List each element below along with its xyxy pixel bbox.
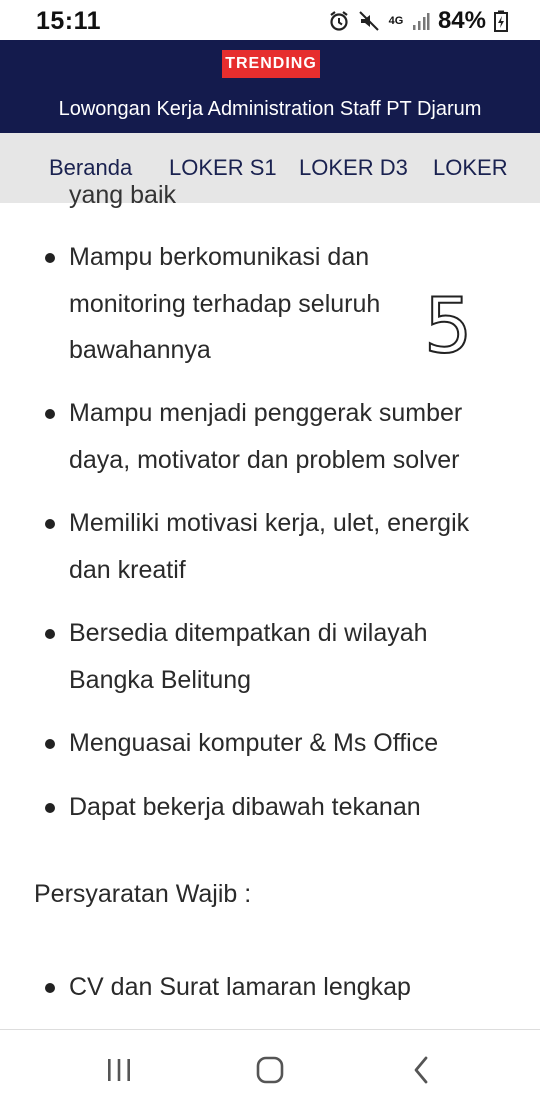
list-item-text: Bersedia ditempatkan di wilayah Bangka Belitung [69, 619, 428, 694]
back-icon[interactable] [401, 1050, 441, 1090]
article-content [0, 181, 540, 1029]
list-item-text: CV dan Surat lamaran lengkap [69, 973, 411, 1001]
nav-item-loker[interactable]: LOKER [433, 155, 508, 180]
nav-item-loker-d3[interactable]: LOKER D3 [299, 155, 408, 180]
bullet-icon [45, 739, 55, 749]
system-navigation-bar [0, 1029, 540, 1111]
battery-charging-icon [494, 10, 508, 32]
clipped-bullet-text: yang baik [69, 181, 177, 209]
list-item-text: Mampu berkomunikasi dan monitoring terhadap seluruh bawahannya [69, 243, 381, 364]
trending-badge: TRENDING [222, 50, 320, 78]
recent-apps-icon[interactable] [99, 1050, 139, 1090]
home-icon[interactable] [250, 1050, 290, 1090]
trending-article-link[interactable]: Lowongan Kerja Administration Staff PT Djarum [58, 98, 482, 120]
nav-item-loker-s1[interactable]: LOKER S1 [169, 155, 277, 180]
list-item-text: Mampu menjadi penggerak sumber daya, motivator dan problem solver [69, 399, 463, 474]
list-item-text: Menguasai komputer & Ms Office [69, 729, 439, 757]
list-item-text: Memiliki motivasi kerja, ulet, energik dan kreatif [69, 509, 470, 584]
bullet-icon [45, 803, 55, 813]
signal-icon [412, 11, 430, 31]
battery-percent: 84% [437, 7, 486, 34]
site-header [0, 40, 540, 133]
bullet-icon [45, 253, 55, 263]
bullet-icon [45, 983, 55, 993]
alarm-icon [328, 10, 350, 32]
page-number-overlay: 5 [424, 281, 473, 370]
nav-item-beranda[interactable]: Beranda [49, 155, 133, 180]
section-title: Persyaratan Wajib : [34, 880, 252, 908]
bullet-icon [45, 519, 55, 529]
status-time: 15:11 [36, 7, 102, 35]
bullet-icon [45, 409, 55, 419]
network-icon: 4G [388, 15, 404, 27]
list-item-text: Dapat bekerja dibawah tekanan [69, 793, 421, 821]
bullet-icon [45, 629, 55, 639]
status-icons [328, 6, 508, 36]
status-bar [0, 0, 540, 40]
mute-icon [358, 10, 380, 32]
